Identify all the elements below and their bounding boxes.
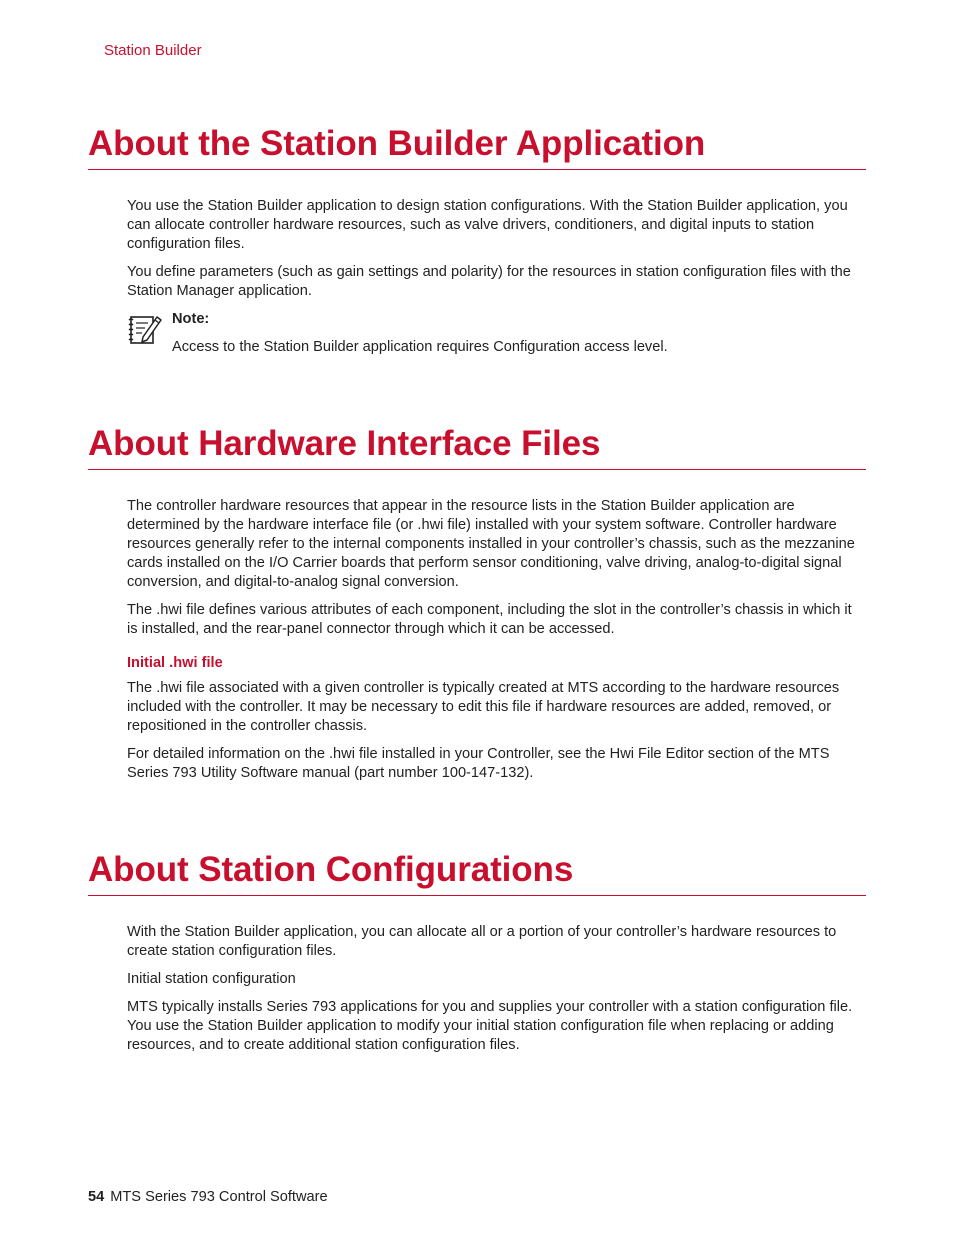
- paragraph: MTS typically installs Series 793 applications for you and supplies your controller with a station configuration file. You use the Station Builder application to modify your initial station configuration file when replacing or adding resources, and to create additional station configuration files.: [127, 999, 853, 1053]
- paragraph: You use the Station Builder application to design station configurations. With the Station Builder application, you can allocate controller hardware resources, such as valve drivers, conditioners, and digital inputs to station configuration files.: [127, 198, 848, 252]
- section-hardware-interface-files: [88, 424, 866, 792]
- paragraph: The .hwi file defines various attributes of each component, including the slot in the controller’s chassis in which it is installed, and the rear-panel connector through which it can be accessed.: [127, 602, 852, 637]
- paragraph: With the Station Builder application, you can allocate all or a portion of your controller’s hardware resources to create station configuration files.: [127, 924, 837, 959]
- section-station-builder-application: [88, 124, 866, 357]
- section-station-configurations: [88, 850, 866, 1064]
- paragraph: You define parameters (such as gain settings and polarity) for the resources in station configuration files with the Station Manager application.: [127, 264, 851, 299]
- paragraph: The controller hardware resources that appear in the resource lists in the Station Builder application are determined by the hardware interface file (or .hwi file) installed with your system software. Controller hardware resources generally refer to the internal components installed in your controller’s chassis, such as the mezzanine cards installed on the I/O Carrier boards that perform sensor conditioning, valve driving, analog-to-digital signal conversion, and digital-to-analog signal conversion.: [127, 498, 855, 590]
- running-header: Station Builder: [104, 42, 202, 59]
- section-title: About Station Configurations: [88, 850, 866, 896]
- note-box: [127, 311, 866, 357]
- paragraph: The .hwi file associated with a given controller is typically created at MTS according to the hardware resources included with the controller. It may be necessary to edit this file if hardware resources are added, removed, or repositioned in the controller chassis.: [127, 680, 840, 734]
- section-body: [127, 497, 866, 639]
- note-text: Access to the Station Builder application requires Configuration access level.: [172, 339, 668, 355]
- section-body: [127, 197, 866, 301]
- note-pencil-icon: [127, 311, 163, 347]
- paragraph: Initial station configuration: [127, 971, 296, 987]
- paragraph: For detailed information on the .hwi file installed in your Controller, see the Hwi File Editor section of the MTS Series 793 Utility Software manual (part number 100-147-132).: [127, 746, 830, 781]
- section-title: About the Station Builder Application: [88, 124, 866, 170]
- page-footer: [88, 1189, 328, 1205]
- section-body: [127, 923, 866, 1055]
- subsection-body: [127, 679, 866, 783]
- note-title: Note:: [172, 311, 210, 327]
- section-title: About Hardware Interface Files: [88, 424, 866, 470]
- footer-title: MTS Series 793 Control Software: [110, 1189, 328, 1205]
- subheading: Initial .hwi file: [127, 655, 223, 671]
- page-number: 54: [88, 1189, 105, 1205]
